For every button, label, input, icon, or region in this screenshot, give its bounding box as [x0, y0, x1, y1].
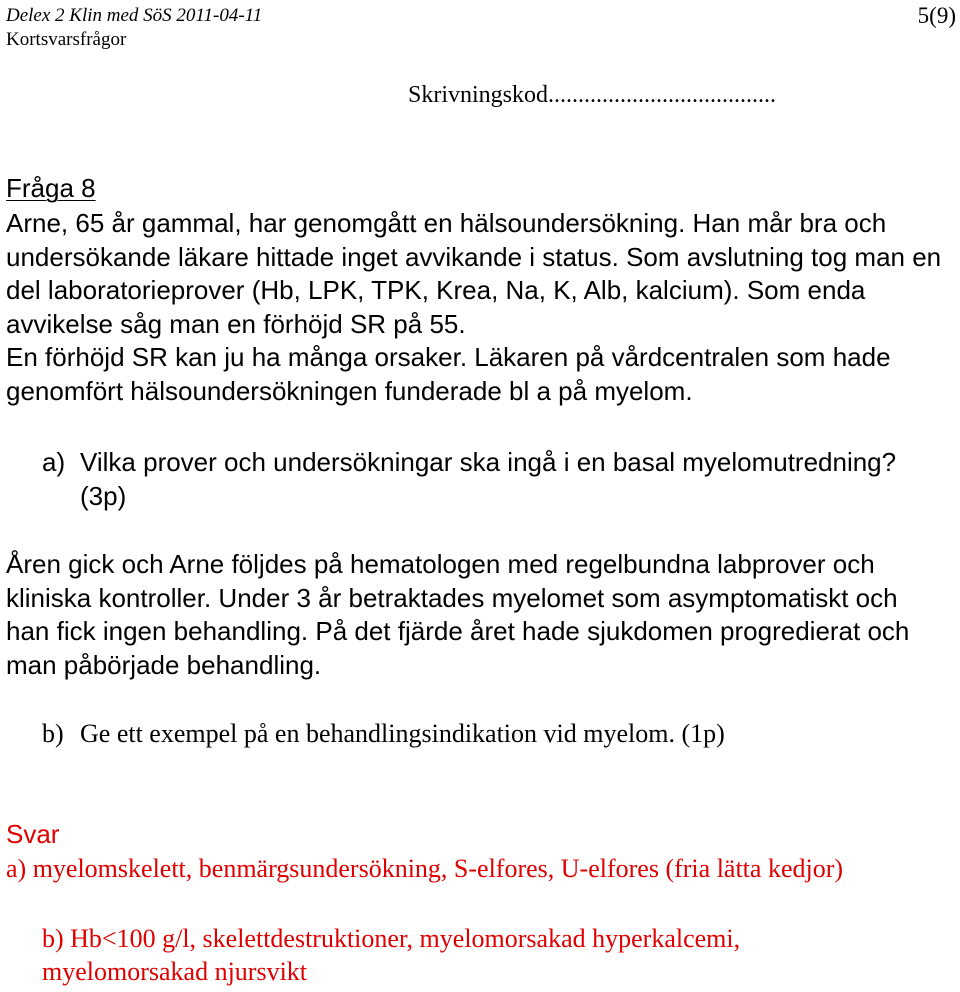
question-intro — [6, 207, 941, 408]
answer-a: a) myelomskelett, benmärgsundersökning, S-elfores, U-elfores (fria lätta kedjor) — [6, 854, 844, 883]
intro-line: Arne, 65 år gammal, har genomgått en hälsoundersökning. Han mår bra och — [6, 208, 887, 238]
part-b-marker: b) — [42, 719, 64, 748]
section-title: Kortsvarsfrågor — [6, 29, 127, 50]
exam-title: Delex 2 Klin med SöS 2011-04-11 — [6, 5, 263, 26]
followup-line: kliniska kontroller. Under 3 år betraktades myelomet som asymptomatiskt och — [6, 582, 898, 613]
followup-line: man påbörjade behandling. — [6, 649, 322, 680]
part-a-line: Vilka prover och undersökningar ska ingå i en basal myelomutredning? — [80, 447, 897, 477]
answer-title: Svar — [6, 819, 60, 849]
followup-line: Åren gick och Arne följdes på hematologen med regelbundna labprover och — [6, 549, 875, 579]
part-a-marker: a) — [42, 447, 66, 477]
writing-code-field: Skrivningskod...................................... — [408, 82, 777, 108]
intro-line: genomfört hälsoundersökningen funderade bl a på myelom. — [6, 375, 693, 406]
intro-line: undersökande läkare hittade inget avvikande i status. Som avslutning tog man en — [6, 241, 942, 272]
intro-line: En förhöjd SR kan ju ha många orsaker. Läkaren på vårdcentralen som hade — [6, 342, 891, 372]
page-number: 5(9) — [917, 3, 956, 28]
answer-b-line: myelomorsakad njursvikt — [42, 957, 308, 986]
answer-b — [42, 922, 740, 988]
answer-b-line: b) Hb<100 g/l, skelettdestruktioner, myelomorsakad hyperkalcemi, — [42, 924, 741, 953]
part-a-points: (3p) — [80, 480, 127, 511]
page-header-left — [6, 4, 262, 52]
part-a-text — [80, 446, 896, 513]
part-b-text: Ge ett exempel på en behandlingsindikation vid myelom. (1p) — [80, 719, 725, 748]
question-followup — [6, 548, 909, 682]
intro-line: avvikelse såg man en förhöjd SR på 55. — [6, 308, 466, 339]
question-title: Fråga 8 — [6, 173, 96, 203]
followup-line: han fick ingen behandling. På det fjärde året hade sjukdomen progredierat och — [6, 616, 910, 646]
intro-line: del laboratorieprover (Hb, LPK, TPK, Krea, Na, K, Alb, kalcium). Som enda — [6, 275, 866, 305]
